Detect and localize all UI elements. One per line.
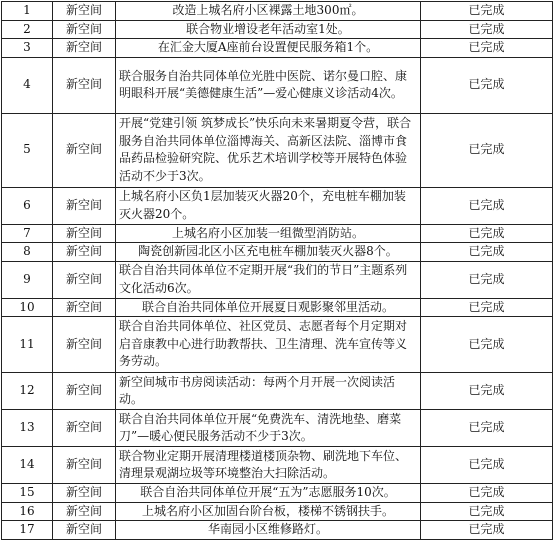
table-row [2,2,553,21]
row-item: 在汇金大厦A座前台设置便民服务箱1个。 [116,39,421,58]
row-number: 3 [2,39,53,58]
row-status: 已完成 [421,113,553,187]
table-row [2,298,553,317]
row-unit: 新空间 [53,317,116,373]
table-row [2,447,553,484]
row-number: 12 [2,373,53,410]
row-number: 8 [2,243,53,262]
row-status: 已完成 [421,410,553,447]
row-unit: 新空间 [53,187,116,224]
row-status: 已完成 [421,373,553,410]
row-item: 开展“党建引领 筑梦成长”快乐向未来暑期夏令营，联合服务自治共同体单位淄博海关、高新区法院、淄博市食品药品检验研究院、优乐艺术培训学校等开展特色体验活动不少于3次。 [116,113,421,187]
row-status: 已完成 [421,57,553,113]
row-status: 已完成 [421,261,553,298]
table-row [2,484,553,503]
row-number: 13 [2,410,53,447]
row-unit: 新空间 [53,113,116,187]
row-unit: 新空间 [53,2,116,21]
table-row [2,187,553,224]
row-unit: 新空间 [53,410,116,447]
row-number: 1 [2,2,53,21]
row-number: 14 [2,447,53,484]
table-body [2,2,553,540]
row-item: 联合自治共同体单位、社区党员、志愿者每个月定期对启音康教中心进行助教帮扶、卫生清理、洗车宣传等义务劳动。 [116,317,421,373]
row-status: 已完成 [421,317,553,373]
row-status: 已完成 [421,502,553,521]
row-item: 联合自治共同体单位开展“免费洗车、清洗地垫、磨菜刀”—暖心便民服务活动不少于3次。 [116,410,421,447]
row-unit: 新空间 [53,243,116,262]
row-status: 已完成 [421,224,553,243]
row-number: 9 [2,261,53,298]
row-item: 陶瓷创新园北区小区充电桩车棚加装灭火器8个。 [116,243,421,262]
table-row [2,224,553,243]
table-row [2,317,553,373]
row-status: 已完成 [421,187,553,224]
work-items-table [1,1,553,540]
table-row [2,521,553,540]
row-unit: 新空间 [53,298,116,317]
row-unit: 新空间 [53,224,116,243]
row-unit: 新空间 [53,261,116,298]
row-item: 联合物业增设老年活动室1处。 [116,20,421,39]
row-number: 6 [2,187,53,224]
row-number: 2 [2,20,53,39]
row-item: 联合自治共同体单位开展夏日观影聚邻里活动。 [116,298,421,317]
row-status: 已完成 [421,447,553,484]
table-row [2,410,553,447]
table-row [2,20,553,39]
row-unit: 新空间 [53,502,116,521]
table-row [2,502,553,521]
row-status: 已完成 [421,243,553,262]
table-row [2,57,553,113]
row-unit: 新空间 [53,57,116,113]
row-unit: 新空间 [53,447,116,484]
row-unit: 新空间 [53,373,116,410]
row-status: 已完成 [421,298,553,317]
row-number: 17 [2,521,53,540]
row-unit: 新空间 [53,20,116,39]
row-unit: 新空间 [53,484,116,503]
row-item: 上城名府小区加固台阶台板，楼梯不锈钢扶手。 [116,502,421,521]
row-unit: 新空间 [53,521,116,540]
row-status: 已完成 [421,2,553,21]
row-item: 上城名府小区负1层加装灭火器20个，充电桩车棚加装灭火器20个。 [116,187,421,224]
row-status: 已完成 [421,484,553,503]
table-row [2,373,553,410]
table-row [2,243,553,262]
table-row [2,113,553,187]
row-status: 已完成 [421,20,553,39]
row-number: 10 [2,298,53,317]
row-status: 已完成 [421,521,553,540]
row-number: 15 [2,484,53,503]
row-number: 5 [2,113,53,187]
row-item: 华南园小区维修路灯。 [116,521,421,540]
row-number: 16 [2,502,53,521]
row-item: 上城名府小区加装一组微型消防站。 [116,224,421,243]
row-status: 已完成 [421,39,553,58]
row-item: 联合自治共同体单位不定期开展“我们的节日”主题系列文化活动6次。 [116,261,421,298]
row-number: 11 [2,317,53,373]
table-row [2,261,553,298]
row-unit: 新空间 [53,39,116,58]
row-item: 新空间城市书房阅读活动：每两个月开展一次阅读活动。 [116,373,421,410]
row-number: 4 [2,57,53,113]
table-row [2,39,553,58]
row-item: 联合自治共同体单位开展“五为”志愿服务10次。 [116,484,421,503]
row-item: 改造上城名府小区裸露土地300㎡。 [116,2,421,21]
row-number: 7 [2,224,53,243]
row-item: 联合物业定期开展清理楼道楼顶杂物、刷洗地下车位、清理景观湖垃圾等环境整治大扫除活动。 [116,447,421,484]
row-item: 联合服务自治共同体单位光胜中医院、诺尔曼口腔、康明眼科开展“美德健康生活”—爱心健康义诊活动4次。 [116,57,421,113]
